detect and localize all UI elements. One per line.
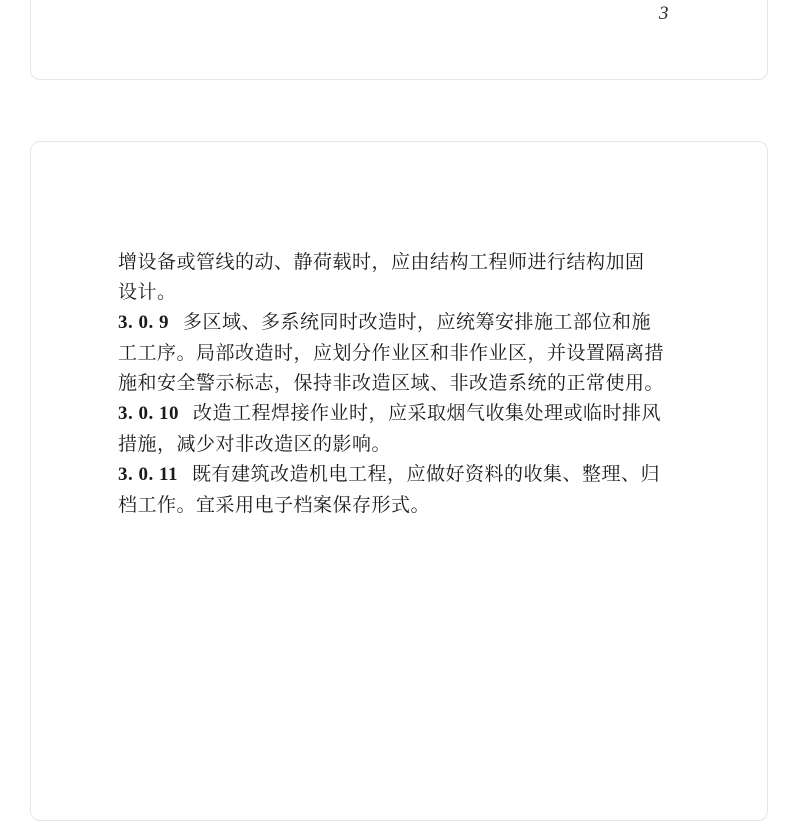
page-number: 3 bbox=[659, 3, 669, 24]
clause-3-0-11 bbox=[118, 459, 718, 520]
clause-text: 改造工程焊接作业时，应采取烟气收集处理或临时排风 措施，减少对非改造区的影响。 bbox=[118, 402, 662, 455]
clause-number: 3. 0. 10 bbox=[118, 403, 179, 424]
clause-3-0-9 bbox=[118, 307, 718, 398]
previous-page bbox=[30, 0, 768, 80]
clause-number: 3. 0. 9 bbox=[118, 312, 169, 333]
clause-text: 多区域、多系统同时改造时，应统筹安排施工部位和施 工工序。局部改造时，应划分作业区和非作业区，并设置隔离措 施和安全警示标志，保持非改造区域、非改造系统的正常使用。 bbox=[118, 311, 665, 394]
clause-3-0-10 bbox=[118, 398, 718, 459]
clause-number: 3. 0. 11 bbox=[118, 464, 178, 485]
page-body bbox=[118, 247, 718, 520]
clause-text: 既有建筑改造机电工程，应做好资料的收集、整理、归 档工作。宜采用电子档案保存形式。 bbox=[118, 463, 660, 516]
current-page bbox=[30, 141, 768, 821]
continuation-paragraph: 增设备或管线的动、静荷载时，应由结构工程师进行结构加固 设计。 bbox=[118, 251, 645, 303]
